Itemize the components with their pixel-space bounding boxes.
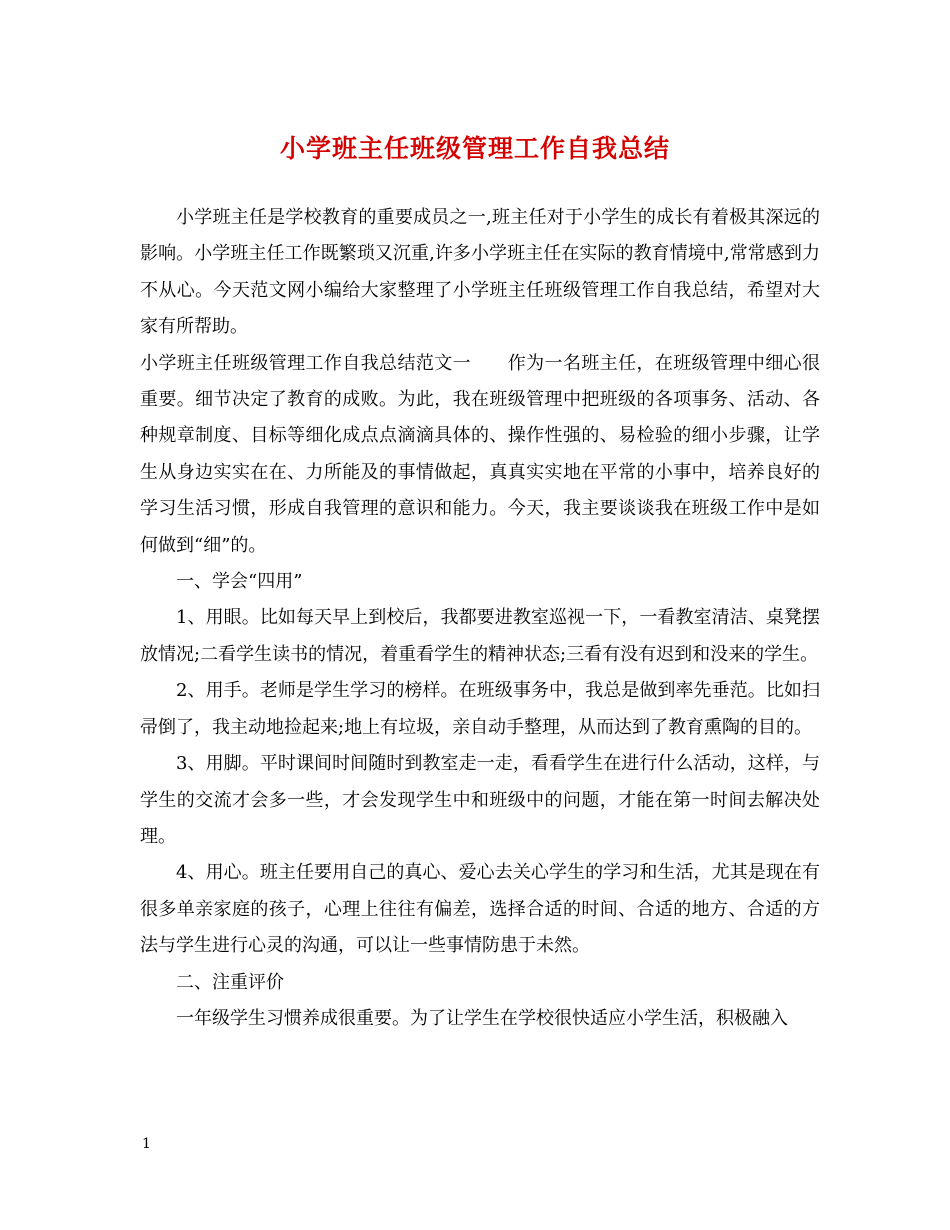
page-number: 1 xyxy=(142,1136,151,1152)
paragraph: 小学班主任是学校教育的重要成员之一,班主任对于小学生的成长有着极其深远的影响。小学班主任工作既繁琐又沉重,许多小学班主任在实际的教育情境中,常常感到力不从心。今天范文网小编给大家整理了小学班主任班级管理工作自我总结，希望对大家有所帮助。 xyxy=(140,207,820,338)
paragraph: 3、用脚。平时课间时间随时到教室走一走，看看学生在进行什么活动，这样，与学生的交流才会多一些，才会发现学生中和班级中的问题，才能在第一时间去解决处理。 xyxy=(140,753,820,847)
section-heading: 一、学会“四用” xyxy=(176,571,303,593)
paragraph: 2、用手。老师是学生学习的榜样。在班级事务中，我总是做到率先垂范。比如扫帚倒了，我主动地捡起来;地上有垃圾，亲自动手整理，从而达到了教育熏陶的目的。 xyxy=(140,680,820,738)
document-title: 小学班主任班级管理工作自我总结 xyxy=(279,134,670,163)
paragraph: 小学班主任班级管理工作自我总结范文一 作为一名班主任，在班级管理中细心很重要。细节决定了教育的成败。为此，我在班级管理中把班级的各项事务、活动、各种规章制度、目标等细化成点点滴滴具体的、操作性强的、易检验的细小步骤，让学生从身边实实在在、力所能及的事情做起，真真实实地在平常的小事中，培养良好的学习生活习惯，形成自我管理的意识和能力。今天，我主要谈谈我在班级工作中是如何做到“细”的。 xyxy=(140,352,820,556)
document-body xyxy=(140,200,820,1037)
paragraph: 4、用心。班主任要用自己的真心、爱心去关心学生的学习和生活，尤其是现在有很多单亲家庭的孩子，心理上往往有偏差，选择合适的时间、合适的地方、合适的方法与学生进行心灵的沟通，可以让一些事情防患于未然。 xyxy=(140,862,820,957)
section-heading: 二、注重评价 xyxy=(176,971,284,993)
paragraph: 一年级学生习惯养成很重要。为了让学生在学校很快适应小学生活，积极融入 xyxy=(176,1007,788,1029)
paragraph: 1、用眼。比如每天早上到校后，我都要进教室巡视一下，一看教室清洁、桌凳摆放情况;二看学生读书的情况，着重看学生的精神状态;三看有没有迟到和没来的学生。 xyxy=(140,607,820,665)
